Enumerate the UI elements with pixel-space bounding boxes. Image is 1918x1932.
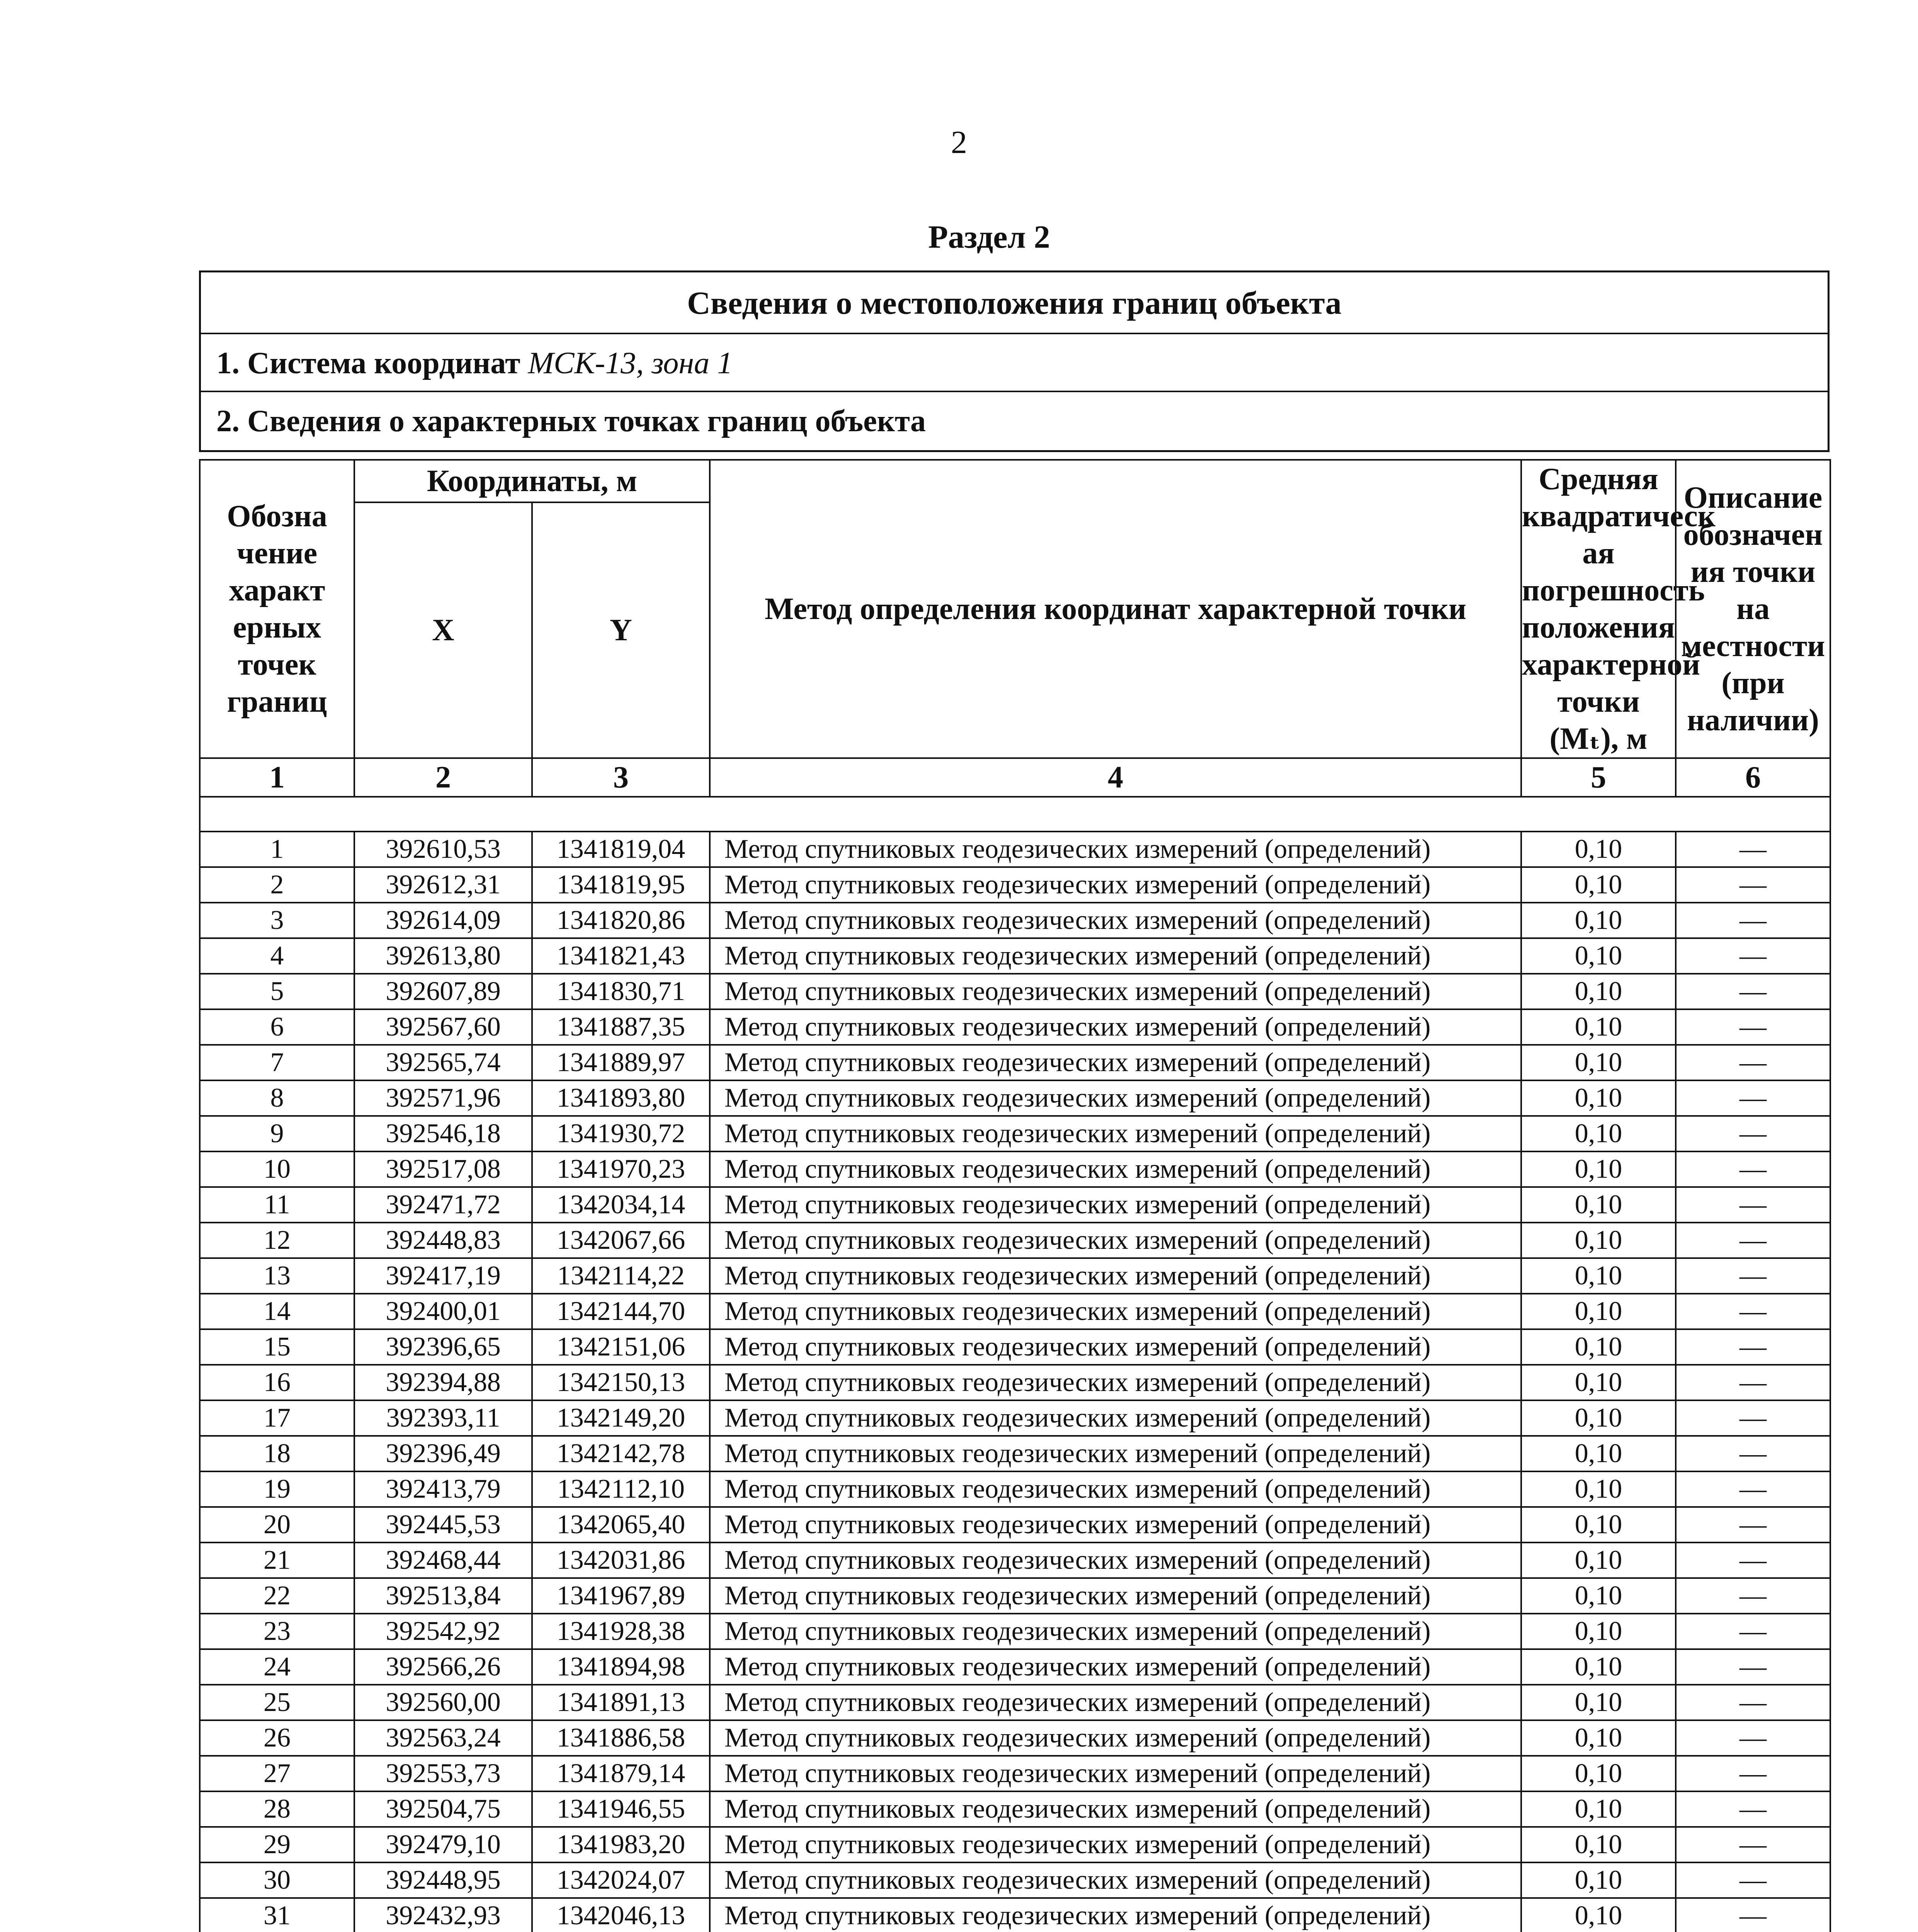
coord-x: 392560,00 — [354, 1685, 532, 1720]
coord-y: 1341983,20 — [532, 1827, 710, 1862]
column-number: 6 — [1676, 758, 1830, 797]
table-row — [200, 1258, 1830, 1294]
coord-y: 1342150,13 — [532, 1365, 710, 1400]
point-number: 12 — [200, 1223, 354, 1258]
method: Метод спутниковых геодезических измерений (определений) — [710, 903, 1521, 938]
description: — — [1676, 1329, 1830, 1365]
coord-x: 392513,84 — [354, 1578, 532, 1614]
method: Метод спутниковых геодезических измерений (определений) — [710, 1009, 1521, 1045]
table-row — [200, 1827, 1830, 1862]
description: — — [1676, 1436, 1830, 1471]
table-row — [200, 1898, 1830, 1932]
coord-x: 392565,74 — [354, 1045, 532, 1080]
coord-x: 392567,60 — [354, 1009, 532, 1045]
coord-y: 1341830,71 — [532, 974, 710, 1009]
description: — — [1676, 1471, 1830, 1507]
header-method: Метод определения координат характерной точки — [710, 460, 1521, 758]
description: — — [1676, 1507, 1830, 1543]
coordinates-table — [199, 459, 1831, 1932]
coord-y: 1341970,23 — [532, 1151, 710, 1187]
coord-y: 1342065,40 — [532, 1507, 710, 1543]
accuracy: 0,10 — [1521, 1791, 1676, 1827]
accuracy: 0,10 — [1521, 1151, 1676, 1187]
coord-x: 392471,72 — [354, 1187, 532, 1223]
coord-x: 392542,92 — [354, 1614, 532, 1649]
description: — — [1676, 867, 1830, 903]
description: — — [1676, 974, 1830, 1009]
point-number: 13 — [200, 1258, 354, 1294]
coord-y: 1341891,13 — [532, 1685, 710, 1720]
accuracy: 0,10 — [1521, 1436, 1676, 1471]
method: Метод спутниковых геодезических измерений (определений) — [710, 1436, 1521, 1471]
table-row — [200, 1543, 1830, 1578]
method: Метод спутниковых геодезических измерений (определений) — [710, 1045, 1521, 1080]
coord-x: 392504,75 — [354, 1791, 532, 1827]
method: Метод спутниковых геодезических измерений (определений) — [710, 1258, 1521, 1294]
column-number: 3 — [532, 758, 710, 797]
coord-y: 1342031,86 — [532, 1543, 710, 1578]
description: — — [1676, 1898, 1830, 1932]
table-row — [200, 1507, 1830, 1543]
point-number: 15 — [200, 1329, 354, 1365]
accuracy: 0,10 — [1521, 903, 1676, 938]
table-row — [200, 1045, 1830, 1080]
points-heading-text: 2. Сведения о характерных точках границ объекта — [216, 404, 926, 438]
table-row — [200, 1685, 1830, 1720]
coord-y: 1341887,35 — [532, 1009, 710, 1045]
table-row — [200, 1009, 1830, 1045]
point-number: 19 — [200, 1471, 354, 1507]
description: — — [1676, 1045, 1830, 1080]
point-number: 17 — [200, 1400, 354, 1436]
accuracy: 0,10 — [1521, 1116, 1676, 1151]
method: Метод спутниковых геодезических измерений (определений) — [710, 867, 1521, 903]
method: Метод спутниковых геодезических измерений (определений) — [710, 1898, 1521, 1932]
description: — — [1676, 1365, 1830, 1400]
accuracy: 0,10 — [1521, 1187, 1676, 1223]
description: — — [1676, 1258, 1830, 1294]
point-number: 18 — [200, 1436, 354, 1471]
coord-y: 1342149,20 — [532, 1400, 710, 1436]
description: — — [1676, 938, 1830, 974]
accuracy: 0,10 — [1521, 1400, 1676, 1436]
point-number: 3 — [200, 903, 354, 938]
method: Метод спутниковых геодезических измерений (определений) — [710, 1614, 1521, 1649]
description: — — [1676, 1756, 1830, 1791]
coord-system-label: 1. Система координат — [216, 346, 520, 380]
method: Метод спутниковых геодезических измерений (определений) — [710, 1827, 1521, 1862]
table-row — [200, 1329, 1830, 1365]
coord-y: 1341894,98 — [532, 1649, 710, 1685]
coord-x: 392610,53 — [354, 832, 532, 867]
table-row — [200, 1649, 1830, 1685]
method: Метод спутниковых геодезических измерений (определений) — [710, 1400, 1521, 1436]
method: Метод спутниковых геодезических измерений (определений) — [710, 1471, 1521, 1507]
header-accuracy: Средняя квадратическ ая погрешность положения характерной точки (Mₜ), м — [1521, 460, 1676, 758]
accuracy: 0,10 — [1521, 1543, 1676, 1578]
coord-x: 392553,73 — [354, 1756, 532, 1791]
description: — — [1676, 1187, 1830, 1223]
description: — — [1676, 1151, 1830, 1187]
point-number: 1 — [200, 832, 354, 867]
point-number: 7 — [200, 1045, 354, 1080]
table-row — [200, 1862, 1830, 1898]
method: Метод спутниковых геодезических измерений (определений) — [710, 1862, 1521, 1898]
table-row — [200, 974, 1830, 1009]
column-number: 5 — [1521, 758, 1676, 797]
point-number: 5 — [200, 974, 354, 1009]
header-point: Обозна чение характ ерных точек границ — [200, 460, 354, 758]
description: — — [1676, 1649, 1830, 1685]
coord-y: 1342151,06 — [532, 1329, 710, 1365]
coord-y: 1341928,38 — [532, 1614, 710, 1649]
group-separator-row — [200, 797, 1830, 832]
table-row — [200, 1080, 1830, 1116]
point-number: 29 — [200, 1827, 354, 1862]
accuracy: 0,10 — [1521, 1649, 1676, 1685]
page-number: 2 — [951, 124, 967, 160]
coord-y: 1341819,95 — [532, 867, 710, 903]
accuracy: 0,10 — [1521, 1827, 1676, 1862]
coord-y: 1342114,22 — [532, 1258, 710, 1294]
point-number: 23 — [200, 1614, 354, 1649]
point-number: 20 — [200, 1507, 354, 1543]
table-row — [200, 1720, 1830, 1756]
accuracy: 0,10 — [1521, 1862, 1676, 1898]
accuracy: 0,10 — [1521, 1578, 1676, 1614]
description: — — [1676, 903, 1830, 938]
method: Метод спутниковых геодезических измерений (определений) — [710, 1791, 1521, 1827]
point-number: 26 — [200, 1720, 354, 1756]
method: Метод спутниковых геодезических измерений (определений) — [710, 1756, 1521, 1791]
description: — — [1676, 1009, 1830, 1045]
description: — — [1676, 1827, 1830, 1862]
accuracy: 0,10 — [1521, 1471, 1676, 1507]
coord-y: 1342034,14 — [532, 1187, 710, 1223]
table-row — [200, 1614, 1830, 1649]
point-number: 31 — [200, 1898, 354, 1932]
header-coords: Координаты, м — [354, 460, 710, 502]
table-row — [200, 1578, 1830, 1614]
section-title: Раздел 2 — [928, 219, 1050, 255]
description: — — [1676, 1720, 1830, 1756]
accuracy: 0,10 — [1521, 832, 1676, 867]
column-number: 1 — [200, 758, 354, 797]
method: Метод спутниковых геодезических измерений (определений) — [710, 1116, 1521, 1151]
method: Метод спутниковых геодезических измерений (определений) — [710, 1151, 1521, 1187]
coord-x: 392607,89 — [354, 974, 532, 1009]
coord-x: 392417,19 — [354, 1258, 532, 1294]
method: Метод спутниковых геодезических измерений (определений) — [710, 938, 1521, 974]
coord-x: 392394,88 — [354, 1365, 532, 1400]
coord-x: 392563,24 — [354, 1720, 532, 1756]
coord-x: 392614,09 — [354, 903, 532, 938]
column-number: 4 — [710, 758, 1521, 797]
coord-system-line — [201, 334, 1828, 392]
coord-system-value: МСК-13, зона 1 — [528, 346, 733, 380]
description: — — [1676, 1543, 1830, 1578]
coord-x: 392396,65 — [354, 1329, 532, 1365]
accuracy: 0,10 — [1521, 1045, 1676, 1080]
accuracy: 0,10 — [1521, 1720, 1676, 1756]
method: Метод спутниковых геодезических измерений (определений) — [710, 1720, 1521, 1756]
description: — — [1676, 832, 1830, 867]
description: — — [1676, 1578, 1830, 1614]
method: Метод спутниковых геодезических измерений (определений) — [710, 832, 1521, 867]
method: Метод спутниковых геодезических измерений (определений) — [710, 1543, 1521, 1578]
description: — — [1676, 1294, 1830, 1329]
method: Метод спутниковых геодезических измерений (определений) — [710, 974, 1521, 1009]
accuracy: 0,10 — [1521, 974, 1676, 1009]
description: — — [1676, 1791, 1830, 1827]
table-body — [200, 758, 1830, 1932]
point-number: 10 — [200, 1151, 354, 1187]
accuracy: 0,10 — [1521, 938, 1676, 974]
point-number: 4 — [200, 938, 354, 974]
coord-y: 1342067,66 — [532, 1223, 710, 1258]
coord-y: 1342142,78 — [532, 1436, 710, 1471]
coord-y: 1341889,97 — [532, 1045, 710, 1080]
header-x: X — [354, 502, 532, 758]
coord-y: 1341820,86 — [532, 903, 710, 938]
description: — — [1676, 1116, 1830, 1151]
method: Метод спутниковых геодезических измерений (определений) — [710, 1649, 1521, 1685]
coord-x: 392468,44 — [354, 1543, 532, 1578]
coord-y: 1341967,89 — [532, 1578, 710, 1614]
block-title: Сведения о местоположения границ объекта — [201, 272, 1828, 334]
coord-x: 392613,80 — [354, 938, 532, 974]
accuracy: 0,10 — [1521, 1223, 1676, 1258]
accuracy: 0,10 — [1521, 1080, 1676, 1116]
coord-x: 392413,79 — [354, 1471, 532, 1507]
description: — — [1676, 1685, 1830, 1720]
table-row — [200, 1471, 1830, 1507]
table-row — [200, 1791, 1830, 1827]
coord-x: 392448,95 — [354, 1862, 532, 1898]
coord-y: 1341879,14 — [532, 1756, 710, 1791]
table-row — [200, 1294, 1830, 1329]
coord-y: 1341930,72 — [532, 1116, 710, 1151]
coord-x: 392393,11 — [354, 1400, 532, 1436]
coord-x: 392479,10 — [354, 1827, 532, 1862]
point-number: 9 — [200, 1116, 354, 1151]
point-number: 14 — [200, 1294, 354, 1329]
header-y: Y — [532, 502, 710, 758]
points-heading — [201, 392, 1828, 450]
point-number: 30 — [200, 1862, 354, 1898]
column-number: 2 — [354, 758, 532, 797]
coord-y: 1342046,13 — [532, 1898, 710, 1932]
coord-x: 392546,18 — [354, 1116, 532, 1151]
point-number: 24 — [200, 1649, 354, 1685]
method: Метод спутниковых геодезических измерений (определений) — [710, 1187, 1521, 1223]
accuracy: 0,10 — [1521, 1614, 1676, 1649]
method: Метод спутниковых геодезических измерений (определений) — [710, 1365, 1521, 1400]
table-row — [200, 1151, 1830, 1187]
column-number-row — [200, 758, 1830, 797]
table-row — [200, 867, 1830, 903]
table-row — [200, 903, 1830, 938]
coord-x: 392612,31 — [354, 867, 532, 903]
accuracy: 0,10 — [1521, 1294, 1676, 1329]
coord-y: 1341819,04 — [532, 832, 710, 867]
point-number: 8 — [200, 1080, 354, 1116]
table-row — [200, 1756, 1830, 1791]
description: — — [1676, 1614, 1830, 1649]
accuracy: 0,10 — [1521, 1507, 1676, 1543]
header-description: Описание обозначен ия точки на местности (при наличии) — [1676, 460, 1830, 758]
method: Метод спутниковых геодезических измерений (определений) — [710, 1578, 1521, 1614]
table-row — [200, 1116, 1830, 1151]
method: Метод спутниковых геодезических измерений (определений) — [710, 1223, 1521, 1258]
description: — — [1676, 1080, 1830, 1116]
accuracy: 0,10 — [1521, 1685, 1676, 1720]
point-number: 25 — [200, 1685, 354, 1720]
point-number: 21 — [200, 1543, 354, 1578]
info-block — [199, 270, 1830, 452]
accuracy: 0,10 — [1521, 1258, 1676, 1294]
accuracy: 0,10 — [1521, 1365, 1676, 1400]
coord-y: 1341886,58 — [532, 1720, 710, 1756]
coord-y: 1341893,80 — [532, 1080, 710, 1116]
description: — — [1676, 1223, 1830, 1258]
table-row — [200, 1187, 1830, 1223]
coord-y: 1341821,43 — [532, 938, 710, 974]
table-row — [200, 1365, 1830, 1400]
method: Метод спутниковых геодезических измерений (определений) — [710, 1507, 1521, 1543]
point-number: 16 — [200, 1365, 354, 1400]
point-number: 27 — [200, 1756, 354, 1791]
coord-x: 392400,01 — [354, 1294, 532, 1329]
method: Метод спутниковых геодезических измерений (определений) — [710, 1294, 1521, 1329]
coord-x: 392396,49 — [354, 1436, 532, 1471]
table-row — [200, 1436, 1830, 1471]
coord-x: 392445,53 — [354, 1507, 532, 1543]
method: Метод спутниковых геодезических измерений (определений) — [710, 1685, 1521, 1720]
description: — — [1676, 1400, 1830, 1436]
coord-y: 1342144,70 — [532, 1294, 710, 1329]
table-row — [200, 1400, 1830, 1436]
method: Метод спутниковых геодезических измерений (определений) — [710, 1080, 1521, 1116]
coord-x: 392571,96 — [354, 1080, 532, 1116]
coord-y: 1341946,55 — [532, 1791, 710, 1827]
description: — — [1676, 1862, 1830, 1898]
accuracy: 0,10 — [1521, 1898, 1676, 1932]
coord-x: 392566,26 — [354, 1649, 532, 1685]
coord-y: 1342112,10 — [532, 1471, 710, 1507]
accuracy: 0,10 — [1521, 1756, 1676, 1791]
table-row — [200, 938, 1830, 974]
coord-x: 392432,93 — [354, 1898, 532, 1932]
accuracy: 0,10 — [1521, 1329, 1676, 1365]
point-number: 11 — [200, 1187, 354, 1223]
point-number: 28 — [200, 1791, 354, 1827]
coord-x: 392517,08 — [354, 1151, 532, 1187]
point-number: 2 — [200, 867, 354, 903]
group-separator-cell — [200, 797, 1830, 832]
accuracy: 0,10 — [1521, 867, 1676, 903]
coord-y: 1342024,07 — [532, 1862, 710, 1898]
table-row — [200, 1223, 1830, 1258]
table-row — [200, 832, 1830, 867]
method: Метод спутниковых геодезических измерений (определений) — [710, 1329, 1521, 1365]
point-number: 22 — [200, 1578, 354, 1614]
point-number: 6 — [200, 1009, 354, 1045]
accuracy: 0,10 — [1521, 1009, 1676, 1045]
coord-x: 392448,83 — [354, 1223, 532, 1258]
